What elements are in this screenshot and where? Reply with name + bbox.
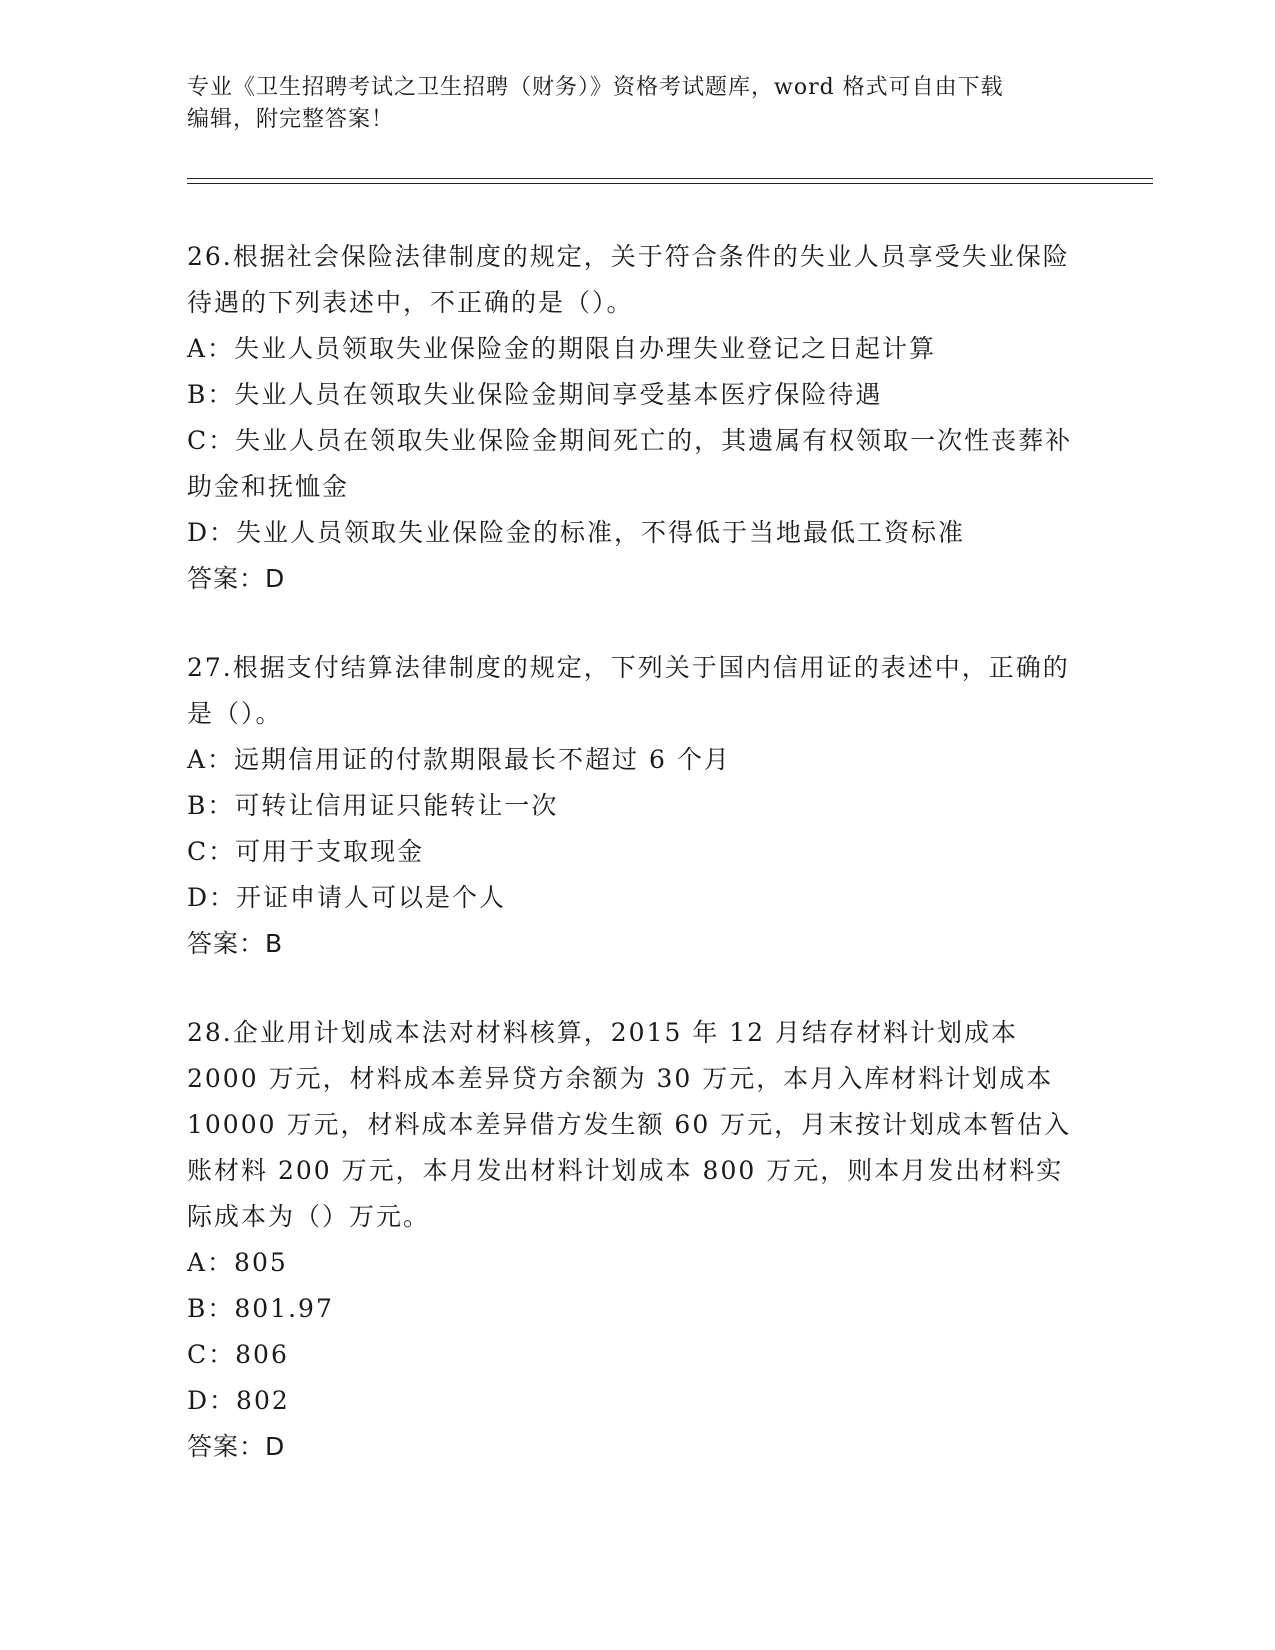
document-header (187, 72, 1087, 136)
option-c: C：可用于支取现金 (187, 837, 425, 866)
option-c: C：失业人员在领取失业保险金期间死亡的，其遗属有权领取一次性丧葬补助金和抚恤金 (187, 426, 1073, 501)
option-d: D：失业人员领取失业保险金的标准，不得低于当地最低工资标准 (187, 518, 966, 547)
header-divider-bottom (187, 183, 1153, 184)
question-stem: 26.根据社会保险法律制度的规定，关于符合条件的失业人员享受失业保险待遇的下列表述中，不正确的是（）。 (187, 242, 1070, 317)
option-a: A：805 (187, 1248, 288, 1277)
question-stem: 28.企业用计划成本法对材料核算，2015 年 12 月结存材料计划成本2000 万元，材料成本差异贷方余额为 30 万元，本月入库材料计划成本10000 万元，材料成本差异借方发生额 60 万元，月末按计划成本暂估入账材料 200 万元，本月发出材料计划成本 800 万元，则本月发出材料实际成本为（）万元。 (187, 1018, 1072, 1231)
option-a: A：远期信用证的付款期限最长不超过 6 个月 (187, 745, 731, 774)
answer: 答案：D (187, 1432, 286, 1461)
question-27 (187, 645, 1087, 967)
option-a: A：失业人员领取失业保险金的期限自办理失业登记之日起计算 (187, 334, 937, 363)
header-divider-top (187, 178, 1153, 179)
question-stem: 27.根据支付结算法律制度的规定，下列关于国内信用证的表述中，正确的是（）。 (187, 653, 1070, 728)
answer: 答案：D (187, 564, 286, 593)
answer: 答案：B (187, 929, 284, 958)
option-d: D：802 (187, 1386, 290, 1415)
question-26 (187, 234, 1087, 602)
header-line-1: 专业《卫生招聘考试之卫生招聘（财务）》资格考试题库，word 格式可自由下载 (187, 75, 1004, 100)
option-b: B：可转让信用证只能转让一次 (187, 791, 559, 820)
option-b: B：失业人员在领取失业保险金期间享受基本医疗保险待遇 (187, 380, 883, 409)
option-b: B：801.97 (187, 1294, 334, 1323)
question-28 (187, 1010, 1087, 1470)
option-d: D：开证申请人可以是个人 (187, 883, 507, 912)
header-line-2: 编辑，附完整答案！ (187, 107, 395, 132)
option-c: C：806 (187, 1340, 289, 1369)
